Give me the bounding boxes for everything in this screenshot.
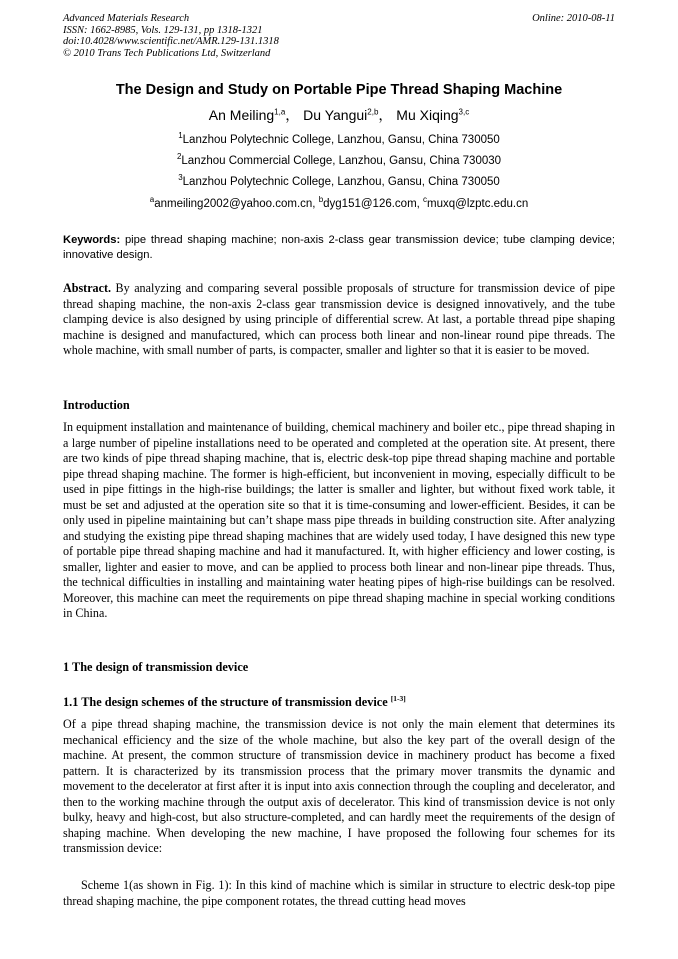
online-date: Online: 2010-08-11 [532, 13, 615, 24]
author-list [63, 105, 615, 125]
author-sup: 1,a [274, 107, 286, 117]
section-1-1-heading [63, 695, 615, 710]
author-separator: ， [285, 107, 300, 123]
author-separator: ， [378, 107, 393, 123]
copyright-line: © 2010 Trans Tech Publications Ltd, Switzerland [63, 47, 271, 59]
keywords-label: Keywords: [63, 234, 121, 246]
email-text: dyg151@126.com, [323, 198, 424, 210]
citation-ref: [1-3] [390, 693, 406, 703]
abstract-label: Abstract. [63, 281, 112, 295]
issn-line: ISSN: 1662-8985, Vols. 129-131, pp 1318-1321 [63, 24, 263, 36]
email-sup: a [149, 195, 155, 205]
abstract-block [63, 281, 615, 359]
section-1-1-title: 1.1 The design schemes of the structure of transmission device [63, 695, 391, 709]
affiliation-text: Lanzhou Polytechnic College, Lanzhou, Gansu, China 730050 [182, 176, 500, 188]
affiliation-sup: 1 [178, 131, 183, 141]
email-sup: c [423, 195, 428, 205]
affiliation-3 [63, 173, 615, 188]
email-line [63, 195, 615, 210]
journal-header [63, 13, 615, 59]
affiliation-sup: 2 [176, 152, 182, 162]
email-sup: b [318, 195, 324, 205]
scheme-1-paragraph: Scheme 1(as shown in Fig. 1): In this kind of machine which is similar in structure to electric desk-top pipe thread shaping machine, the pipe component rotates, the thread cutting head moves [63, 878, 615, 908]
author-sup: 2,b [367, 107, 379, 117]
affiliation-sup: 3 [178, 173, 183, 183]
author-name: An Meiling [208, 107, 275, 123]
journal-name: Advanced Materials Research [63, 13, 190, 24]
affiliation-2 [63, 152, 615, 167]
affiliation-text: Lanzhou Polytechnic College, Lanzhou, Gansu, China 730050 [182, 134, 500, 146]
keywords-block [63, 233, 615, 262]
author-sup: 3,c [458, 107, 470, 117]
section-1-1-paragraph: Of a pipe thread shaping machine, the transmission device is not only the main element that determines its mechanical efficiency and the size of the whole machine, but also the key part of the overall design of the machine. At present, the common structure of transmission device in machinery product has become a fixed pattern. It is characterized by its transmission process that the primary mover transmits the dynamic and movement to the decelerator at first after it is input into axis connection through the coupling and decelerator, and then to the working machine through the output axis of decelerator. This kind of transmission device is not only bulky, heavy and high-cost, but also structure-completed, and can hardly meet the requirements of the design of shaping machine. When developing the new machine, I have proposed the following four schemes for its transmission device: [63, 717, 615, 855]
introduction-heading: Introduction [63, 398, 130, 412]
affiliation-1 [63, 131, 615, 146]
paper-title: The Design and Study on Portable Pipe Thread Shaping Machine [115, 82, 563, 98]
keywords-text: pipe thread shaping machine; non-axis 2-class gear transmission device; tube clamping device; innovative design. [63, 234, 615, 261]
author-name: Du Yangui [303, 107, 368, 123]
doi-line: doi:10.4028/www.scientific.net/AMR.129-131.1318 [63, 36, 279, 48]
email-text: muxq@lzptc.edu.cn [427, 198, 529, 210]
introduction-paragraph: In equipment installation and maintenance of building, chemical machinery and boiler etc., pipe thread shaping in a large number of pipeline installations need to be operated and completed at the operation site. At present, there are two kinds of pipe thread shaping machine, that is, electric desk-top pipe thread shaping machine and portable pipe thread shaping machine. The former is high-efficient, but inconvenient in moving, especially difficult to be used in pipe fittings in the high-rise buildings; the latter is smaller and lighter, but without fixed work table, it must be set and adjusted at the operation site so that it is time-consuming and lower-efficient. Besides, it can be only used in pipeline maintaining but can’t shape mass pipe threads in building construction site. After analyzing and studying the existing pipe thread shaping machines that are widely used today, I have designed this new type of portable pipe thread shaping machine and had it manufactured. It, with higher efficiency and lower costing, is smaller, lighter and easier to move, and can be applied to process both linear and non-linear pipe threads. Thus, the technical difficulties in installing and maintaining water heating pipes of high-rise buildings can be resolved. Moreover, this machine can meet the requirements on pipe thread shaping machine in special working conditions in China. [63, 420, 615, 620]
email-text: anmeiling2002@yahoo.com.cn, [154, 198, 319, 210]
affiliation-text: Lanzhou Commercial College, Lanzhou, Gansu, China 730030 [181, 155, 502, 167]
section-1-heading: 1 The design of transmission device [63, 660, 249, 674]
abstract-text: By analyzing and comparing several possible proposals of structure for transmission device of pipe thread shaping machine, the non-axis 2-class gear transmission device is designed innovatively, and the tube clamping device is also designed by using principle of differential screw. At last, a portable thread pipe shaping machine is designed and manufactured, which can process both linear and non-linear round pipe threads. The whole machine, with small number of parts, is compacter, smaller and lighter so that it is easier to be moved. [63, 281, 615, 357]
author-name: Mu Xiqing [396, 107, 459, 123]
